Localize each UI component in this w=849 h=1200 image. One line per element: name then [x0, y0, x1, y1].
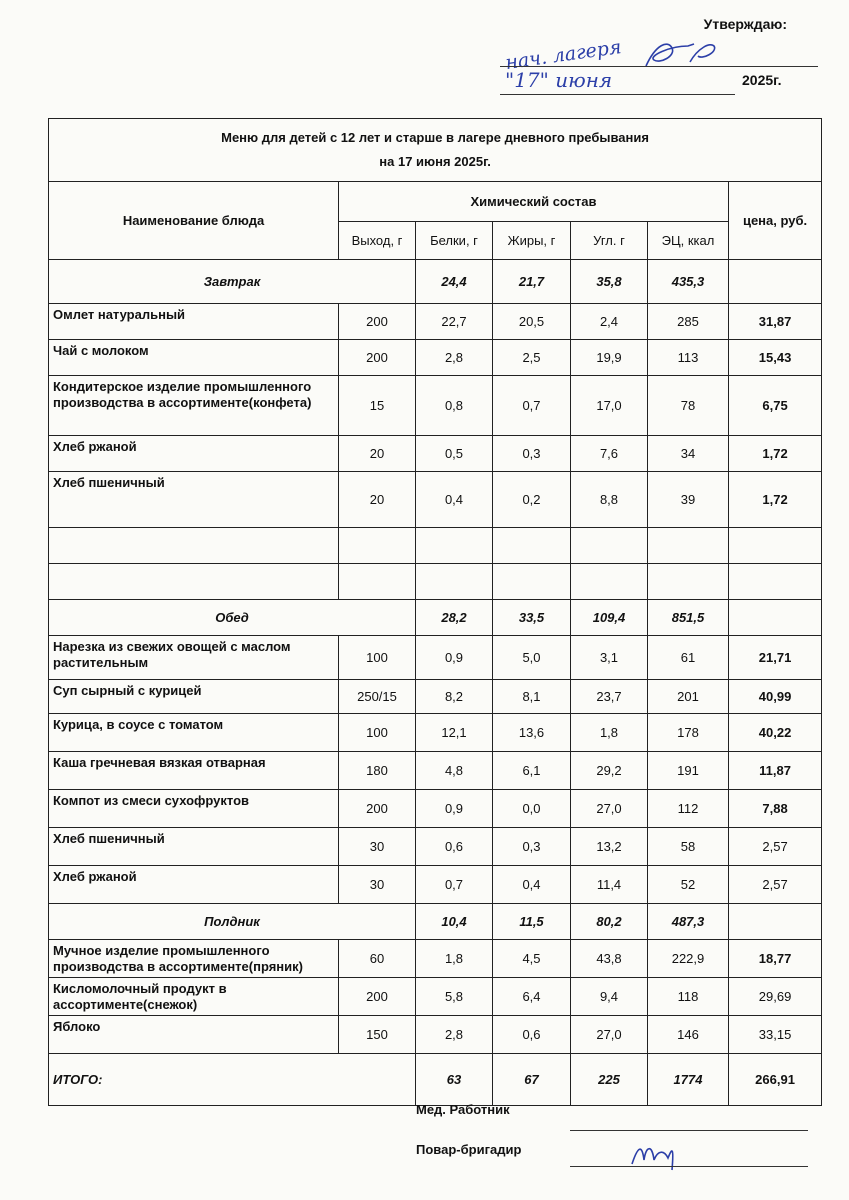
dish-yield: 60	[339, 940, 416, 978]
dish-carb: 11,4	[571, 866, 648, 904]
dish-protein: 2,8	[416, 1016, 493, 1054]
dish-name: Нарезка из свежих овощей с маслом растительным	[49, 636, 339, 680]
total-row	[49, 1054, 822, 1106]
dish-carb: 29,2	[571, 752, 648, 790]
dish-protein: 0,8	[416, 376, 493, 436]
dish-carb: 13,2	[571, 828, 648, 866]
empty-cell	[571, 564, 648, 600]
dish-fat: 4,5	[493, 940, 571, 978]
dish-yield: 200	[339, 978, 416, 1016]
section-total: 487,3	[648, 904, 729, 940]
header-yield: Выход, г	[339, 222, 416, 260]
empty-cell	[571, 528, 648, 564]
empty-cell	[49, 528, 339, 564]
dish-yield: 100	[339, 636, 416, 680]
approval-date-handwritten: "17" июня	[505, 68, 613, 92]
approval-label: Утверждаю:	[703, 16, 787, 32]
dish-name: Кондитерское изделие промышленного производства в ассортименте(конфета)	[49, 376, 339, 436]
dish-name: Компот из смеси сухофруктов	[49, 790, 339, 828]
section-price-empty	[729, 260, 822, 304]
dish-name: Хлеб ржаной	[49, 866, 339, 904]
section-total: 24,4	[416, 260, 493, 304]
approval-date-line	[500, 94, 735, 95]
dish-kcal: 191	[648, 752, 729, 790]
dish-protein: 5,8	[416, 978, 493, 1016]
dish-kcal: 52	[648, 866, 729, 904]
dish-fat: 2,5	[493, 340, 571, 376]
dish-name: Кисломолочный продукт в ассортименте(снежок)	[49, 978, 339, 1016]
empty-cell	[493, 528, 571, 564]
dish-protein: 0,7	[416, 866, 493, 904]
section-total: 28,2	[416, 600, 493, 636]
dish-protein: 4,8	[416, 752, 493, 790]
section-row	[49, 600, 822, 636]
header-protein: Белки, г	[416, 222, 493, 260]
footer-head-cook-line	[570, 1166, 808, 1167]
footer-head-cook: Повар-бригадир	[416, 1142, 522, 1157]
section-price-empty	[729, 600, 822, 636]
dish-yield: 180	[339, 752, 416, 790]
dish-fat: 0,4	[493, 866, 571, 904]
dish-row	[49, 828, 822, 866]
dish-yield: 15	[339, 376, 416, 436]
dish-protein: 0,5	[416, 436, 493, 472]
empty-cell	[416, 528, 493, 564]
dish-carb: 23,7	[571, 680, 648, 714]
dish-yield: 200	[339, 790, 416, 828]
dish-carb: 19,9	[571, 340, 648, 376]
dish-yield: 150	[339, 1016, 416, 1054]
dish-name: Яблоко	[49, 1016, 339, 1054]
dish-row	[49, 866, 822, 904]
dish-row	[49, 714, 822, 752]
menu-title-line1: Меню для детей с 12 лет и старше в лагере дневного пребывания	[221, 130, 649, 145]
section-title: Завтрак	[49, 260, 416, 304]
section-total: 109,4	[571, 600, 648, 636]
dish-kcal: 285	[648, 304, 729, 340]
dish-yield: 100	[339, 714, 416, 752]
dish-row	[49, 680, 822, 714]
dish-name: Каша гречневая вязкая отварная	[49, 752, 339, 790]
dish-row	[49, 376, 822, 436]
dish-price: 6,75	[729, 376, 822, 436]
dish-row	[49, 304, 822, 340]
dish-carb: 1,8	[571, 714, 648, 752]
dish-price: 40,99	[729, 680, 822, 714]
dish-price: 33,15	[729, 1016, 822, 1054]
footer-med-worker: Мед. Работник	[416, 1102, 510, 1117]
dish-protein: 2,8	[416, 340, 493, 376]
dish-price: 11,87	[729, 752, 822, 790]
dish-yield: 20	[339, 472, 416, 528]
header-row-1	[49, 182, 822, 222]
dish-kcal: 61	[648, 636, 729, 680]
dish-row	[49, 940, 822, 978]
section-total: 35,8	[571, 260, 648, 304]
dish-yield: 30	[339, 828, 416, 866]
dish-protein: 0,4	[416, 472, 493, 528]
section-row	[49, 260, 822, 304]
dish-name: Омлет натуральный	[49, 304, 339, 340]
dish-carb: 9,4	[571, 978, 648, 1016]
menu-table	[48, 118, 822, 1106]
dish-name: Хлеб ржаной	[49, 436, 339, 472]
empty-cell	[339, 528, 416, 564]
dish-yield: 250/15	[339, 680, 416, 714]
dish-fat: 6,4	[493, 978, 571, 1016]
footer-med-worker-line	[570, 1130, 808, 1131]
dish-price: 2,57	[729, 866, 822, 904]
dish-fat: 5,0	[493, 636, 571, 680]
dish-price: 40,22	[729, 714, 822, 752]
dish-kcal: 118	[648, 978, 729, 1016]
dish-fat: 0,6	[493, 1016, 571, 1054]
dish-protein: 0,6	[416, 828, 493, 866]
total-label: ИТОГО:	[49, 1054, 416, 1106]
empty-cell	[339, 564, 416, 600]
approver-position-handwritten: нач. лагеря	[504, 35, 623, 75]
header-chemical-composition: Химический состав	[339, 182, 729, 222]
section-row	[49, 904, 822, 940]
total-carb: 225	[571, 1054, 648, 1106]
dish-protein: 0,9	[416, 790, 493, 828]
section-total: 851,5	[648, 600, 729, 636]
section-total: 33,5	[493, 600, 571, 636]
dish-name: Хлеб пшеничный	[49, 472, 339, 528]
dish-protein: 8,2	[416, 680, 493, 714]
dish-carb: 27,0	[571, 790, 648, 828]
total-fat: 67	[493, 1054, 571, 1106]
dish-price: 18,77	[729, 940, 822, 978]
dish-price: 1,72	[729, 472, 822, 528]
dish-kcal: 34	[648, 436, 729, 472]
section-total: 10,4	[416, 904, 493, 940]
dish-kcal: 78	[648, 376, 729, 436]
dish-fat: 8,1	[493, 680, 571, 714]
title-row	[49, 119, 822, 182]
empty-row	[49, 564, 822, 600]
dish-yield: 200	[339, 304, 416, 340]
dish-carb: 3,1	[571, 636, 648, 680]
total-protein: 63	[416, 1054, 493, 1106]
approval-signature-line	[500, 66, 818, 67]
dish-row	[49, 978, 822, 1016]
header-kcal: ЭЦ, ккал	[648, 222, 729, 260]
section-price-empty	[729, 904, 822, 940]
dish-name: Мучное изделие промышленного производства в ассортименте(пряник)	[49, 940, 339, 978]
header-dish-name: Наименование блюда	[49, 182, 339, 260]
total-price: 266,91	[729, 1054, 822, 1106]
dish-kcal: 178	[648, 714, 729, 752]
dish-carb: 27,0	[571, 1016, 648, 1054]
dish-fat: 0,7	[493, 376, 571, 436]
empty-cell	[49, 564, 339, 600]
dish-carb: 8,8	[571, 472, 648, 528]
dish-row	[49, 472, 822, 528]
menu-title	[49, 119, 822, 182]
dish-price: 2,57	[729, 828, 822, 866]
empty-cell	[416, 564, 493, 600]
dish-carb: 7,6	[571, 436, 648, 472]
empty-cell	[729, 564, 822, 600]
dish-kcal: 39	[648, 472, 729, 528]
section-title: Полдник	[49, 904, 416, 940]
dish-fat: 0,3	[493, 436, 571, 472]
dish-kcal: 58	[648, 828, 729, 866]
menu-title-line2: на 17 июня 2025г.	[379, 154, 491, 169]
dish-protein: 12,1	[416, 714, 493, 752]
section-title: Обед	[49, 600, 416, 636]
dish-kcal: 222,9	[648, 940, 729, 978]
header-fat: Жиры, г	[493, 222, 571, 260]
dish-protein: 0,9	[416, 636, 493, 680]
dish-row	[49, 1016, 822, 1054]
dish-name: Хлеб пшеничный	[49, 828, 339, 866]
dish-price: 31,87	[729, 304, 822, 340]
dish-fat: 0,3	[493, 828, 571, 866]
dish-kcal: 146	[648, 1016, 729, 1054]
dish-yield: 20	[339, 436, 416, 472]
dish-kcal: 113	[648, 340, 729, 376]
dish-row	[49, 790, 822, 828]
dish-row	[49, 340, 822, 376]
dish-price: 7,88	[729, 790, 822, 828]
dish-protein: 1,8	[416, 940, 493, 978]
empty-row	[49, 528, 822, 564]
dish-name: Чай с молоком	[49, 340, 339, 376]
empty-cell	[729, 528, 822, 564]
dish-fat: 6,1	[493, 752, 571, 790]
dish-price: 21,71	[729, 636, 822, 680]
dish-row	[49, 752, 822, 790]
dish-price: 15,43	[729, 340, 822, 376]
dish-price: 1,72	[729, 436, 822, 472]
dish-protein: 22,7	[416, 304, 493, 340]
dish-carb: 17,0	[571, 376, 648, 436]
section-total: 11,5	[493, 904, 571, 940]
dish-carb: 2,4	[571, 304, 648, 340]
dish-price: 29,69	[729, 978, 822, 1016]
dish-fat: 13,6	[493, 714, 571, 752]
section-total: 80,2	[571, 904, 648, 940]
dish-name: Курица, в соусе с томатом	[49, 714, 339, 752]
section-total: 435,3	[648, 260, 729, 304]
empty-cell	[648, 528, 729, 564]
approval-year: 2025г.	[742, 72, 782, 88]
dish-row	[49, 636, 822, 680]
dish-fat: 0,0	[493, 790, 571, 828]
dish-kcal: 112	[648, 790, 729, 828]
dish-fat: 0,2	[493, 472, 571, 528]
empty-cell	[493, 564, 571, 600]
header-carbs: Угл. г	[571, 222, 648, 260]
dish-carb: 43,8	[571, 940, 648, 978]
dish-row	[49, 436, 822, 472]
dish-yield: 200	[339, 340, 416, 376]
total-kcal: 1774	[648, 1054, 729, 1106]
section-total: 21,7	[493, 260, 571, 304]
dish-yield: 30	[339, 866, 416, 904]
dish-name: Суп сырный с курицей	[49, 680, 339, 714]
dish-fat: 20,5	[493, 304, 571, 340]
header-price: цена, руб.	[729, 182, 822, 260]
empty-cell	[648, 564, 729, 600]
dish-kcal: 201	[648, 680, 729, 714]
